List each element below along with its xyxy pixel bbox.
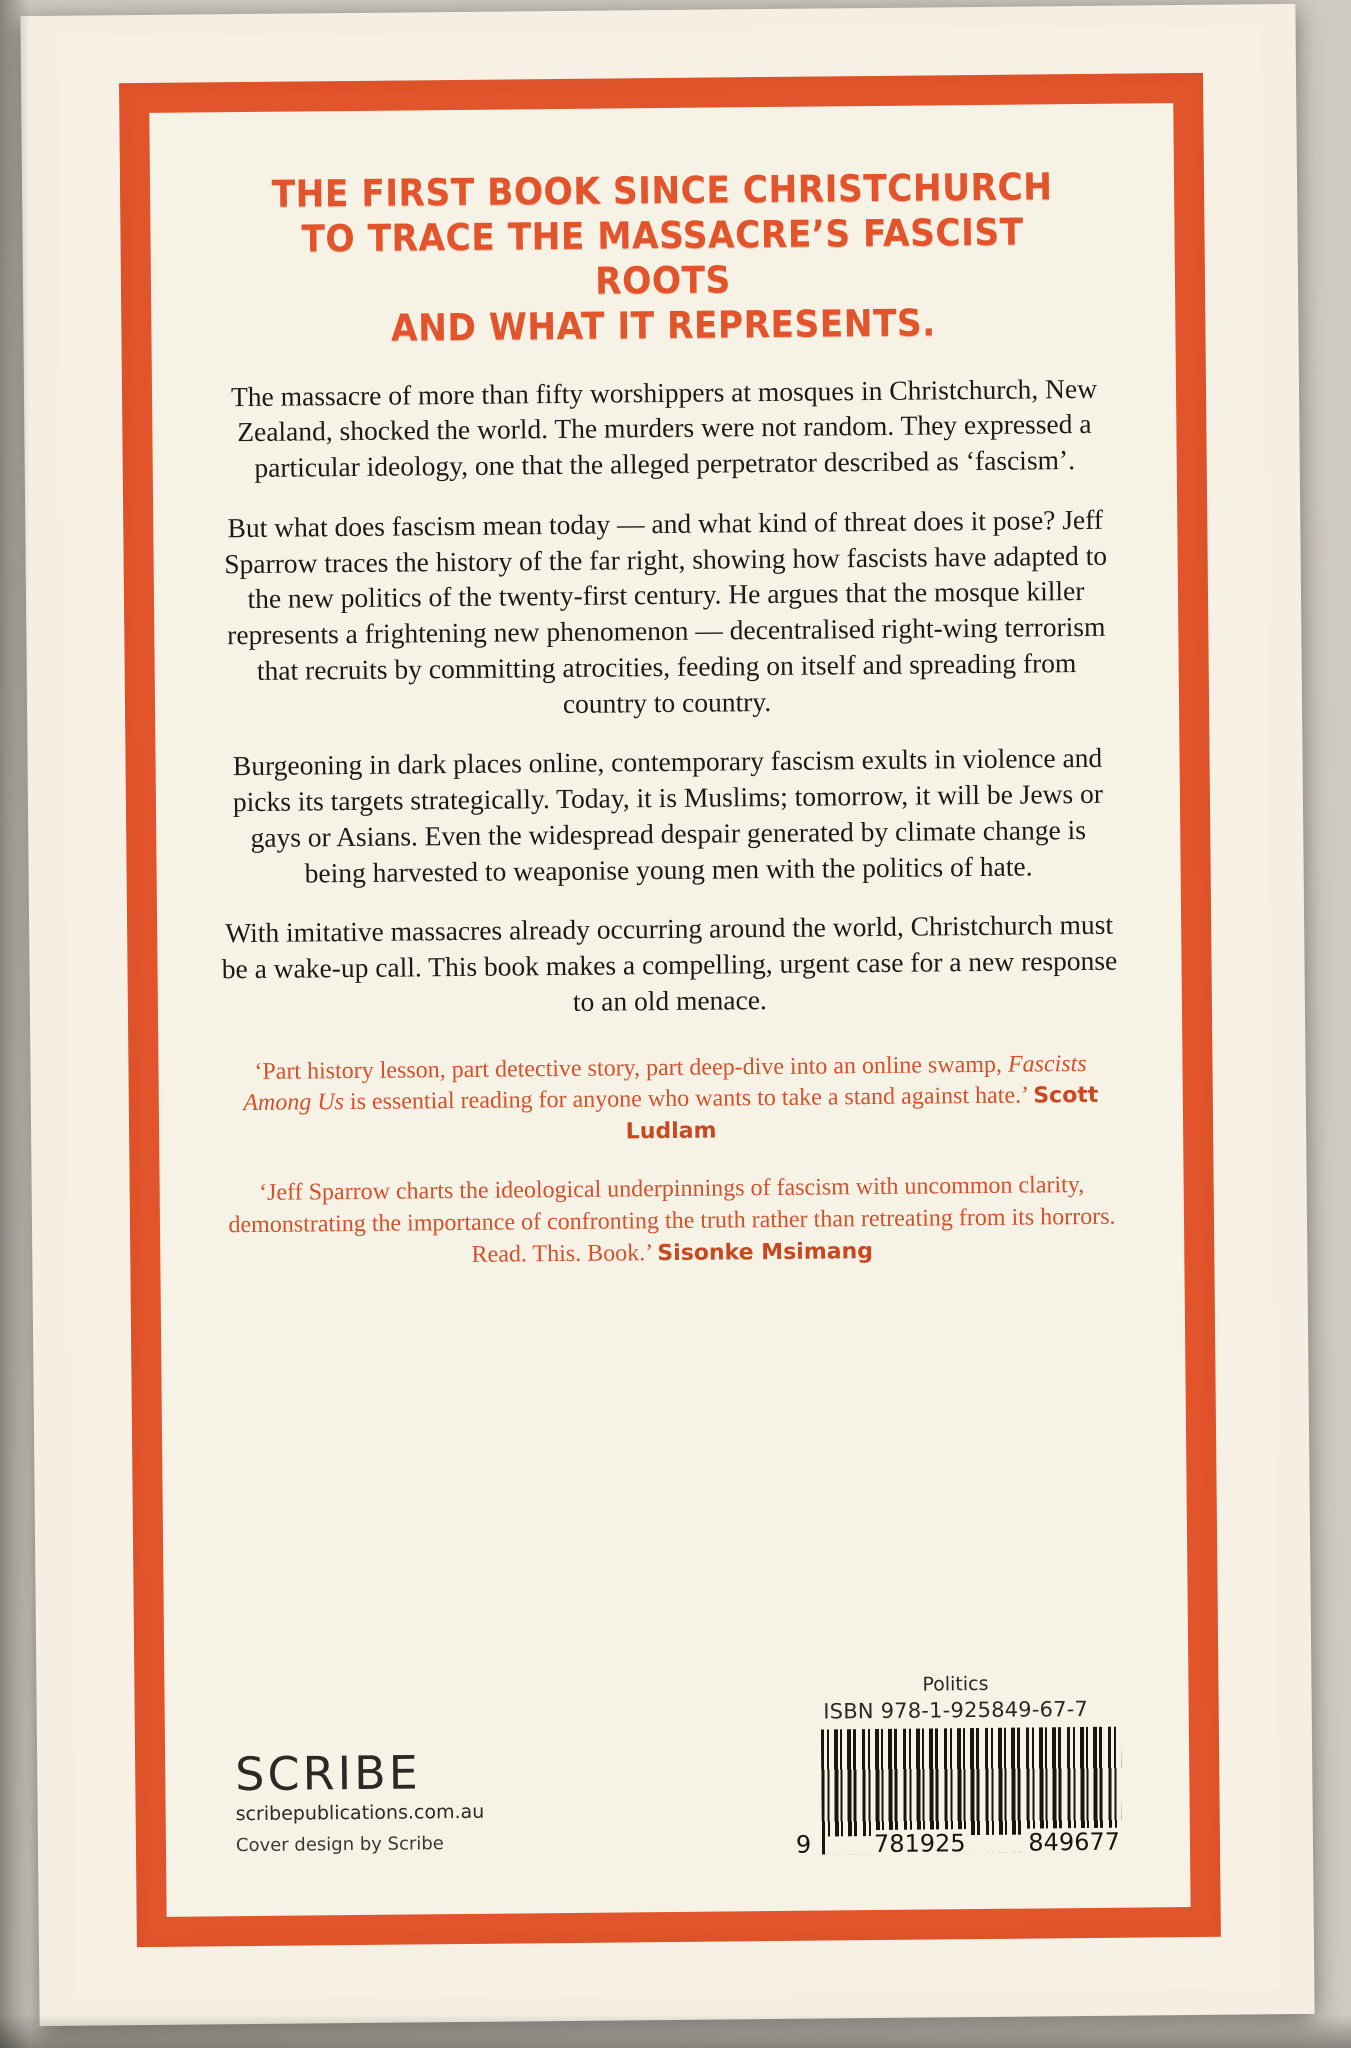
blurb-text — [214, 370, 1120, 1023]
headline — [243, 164, 1082, 353]
publisher-website: scribepublications.com.au — [235, 1800, 485, 1826]
praise-quotes — [220, 1048, 1122, 1274]
book-object — [20, 4, 1314, 2026]
praise-quote — [220, 1048, 1121, 1152]
blurb-paragraph: But what does fascism mean today — and what kind of threat does it pose? Jeff Sparrow traces the history of the far right, showing how fascists have adapted to the new politics of the twenty-first century. He argues that the mosque killer represents a frightening new phenomenon — decentralised right-wing terrorism that recruits by committing atrocities, feeding on itself and spreading from country to country. — [224, 503, 1108, 719]
praise-text-before: ‘Jeff Sparrow charts the ideological underpinnings of fascism with uncommon clarity, demonstrating the importance of confronting the truth rather than retreating from its horrors. Read. This. Book.’ — [228, 1172, 1116, 1268]
back-cover-page — [59, 26, 1280, 1999]
cover-footer — [226, 1612, 1128, 1871]
barcode-digits — [794, 1828, 1122, 1859]
blurb-paragraph: Burgeoning in dark places online, contemporary fascism exults in violence and picks its targets strategically. Today, it is Muslims; tomorrow, it will be Jews or gays or Asians. Even the widespread despair generated by climate change is being harvested to weaponise young men with the politics of hate. — [232, 742, 1104, 888]
barcode-digits-right: 849677 — [1028, 1827, 1121, 1857]
praise-attribution: Scott Ludlam — [625, 1083, 1099, 1145]
publisher-logo: SCRIBE — [235, 1745, 421, 1802]
isbn-number: ISBN 978-1-925849-67-7 — [823, 1696, 1089, 1724]
blurb-paragraph: With imitative massacres already occurring around the world, Christchurch must be a wake-up call. This book makes a compelling, urgent case for a new response to an old menace. — [221, 908, 1118, 1017]
barcode-digit-left: 9 — [795, 1830, 812, 1859]
publisher-block — [235, 1747, 666, 1856]
praise-quote — [222, 1170, 1123, 1274]
cover-content — [212, 156, 1128, 1871]
cover-design-credit: Cover design by Scribe — [235, 1833, 444, 1857]
category-label: Politics — [922, 1672, 989, 1696]
headline-line-2: TO TRACE THE MASSACRE’S FASCIST ROOTS — [301, 210, 1024, 303]
headline-line-3: AND WHAT IT REPRESENTS. — [390, 301, 936, 350]
barcode-digits-center: 781925 — [873, 1829, 966, 1859]
praise-text-after: is essential reading for anyone who wants to take a stand against hate.’ — [343, 1082, 1028, 1116]
praise-book-title: Fascists Among Us — [243, 1050, 1087, 1117]
praise-attribution: Sisonke Msimang — [657, 1239, 874, 1267]
barcode-icon — [795, 1727, 1122, 1859]
headline-line-1: THE FIRST BOOK SINCE CHRISTCHURCH — [271, 165, 1053, 216]
isbn-block — [790, 1672, 1122, 1859]
blurb-paragraph: The massacre of more than fifty worshippers at mosques in Christchurch, New Zealand, shocked the world. The murders were not random. They expressed a particular ideology, one that the alleged perpetrator described as ‘fascism’. — [230, 372, 1098, 483]
orange-border-frame — [119, 73, 1221, 1947]
praise-text-before: ‘Part history lesson, part detective story, part deep-dive into an online swamp, — [254, 1051, 1009, 1085]
